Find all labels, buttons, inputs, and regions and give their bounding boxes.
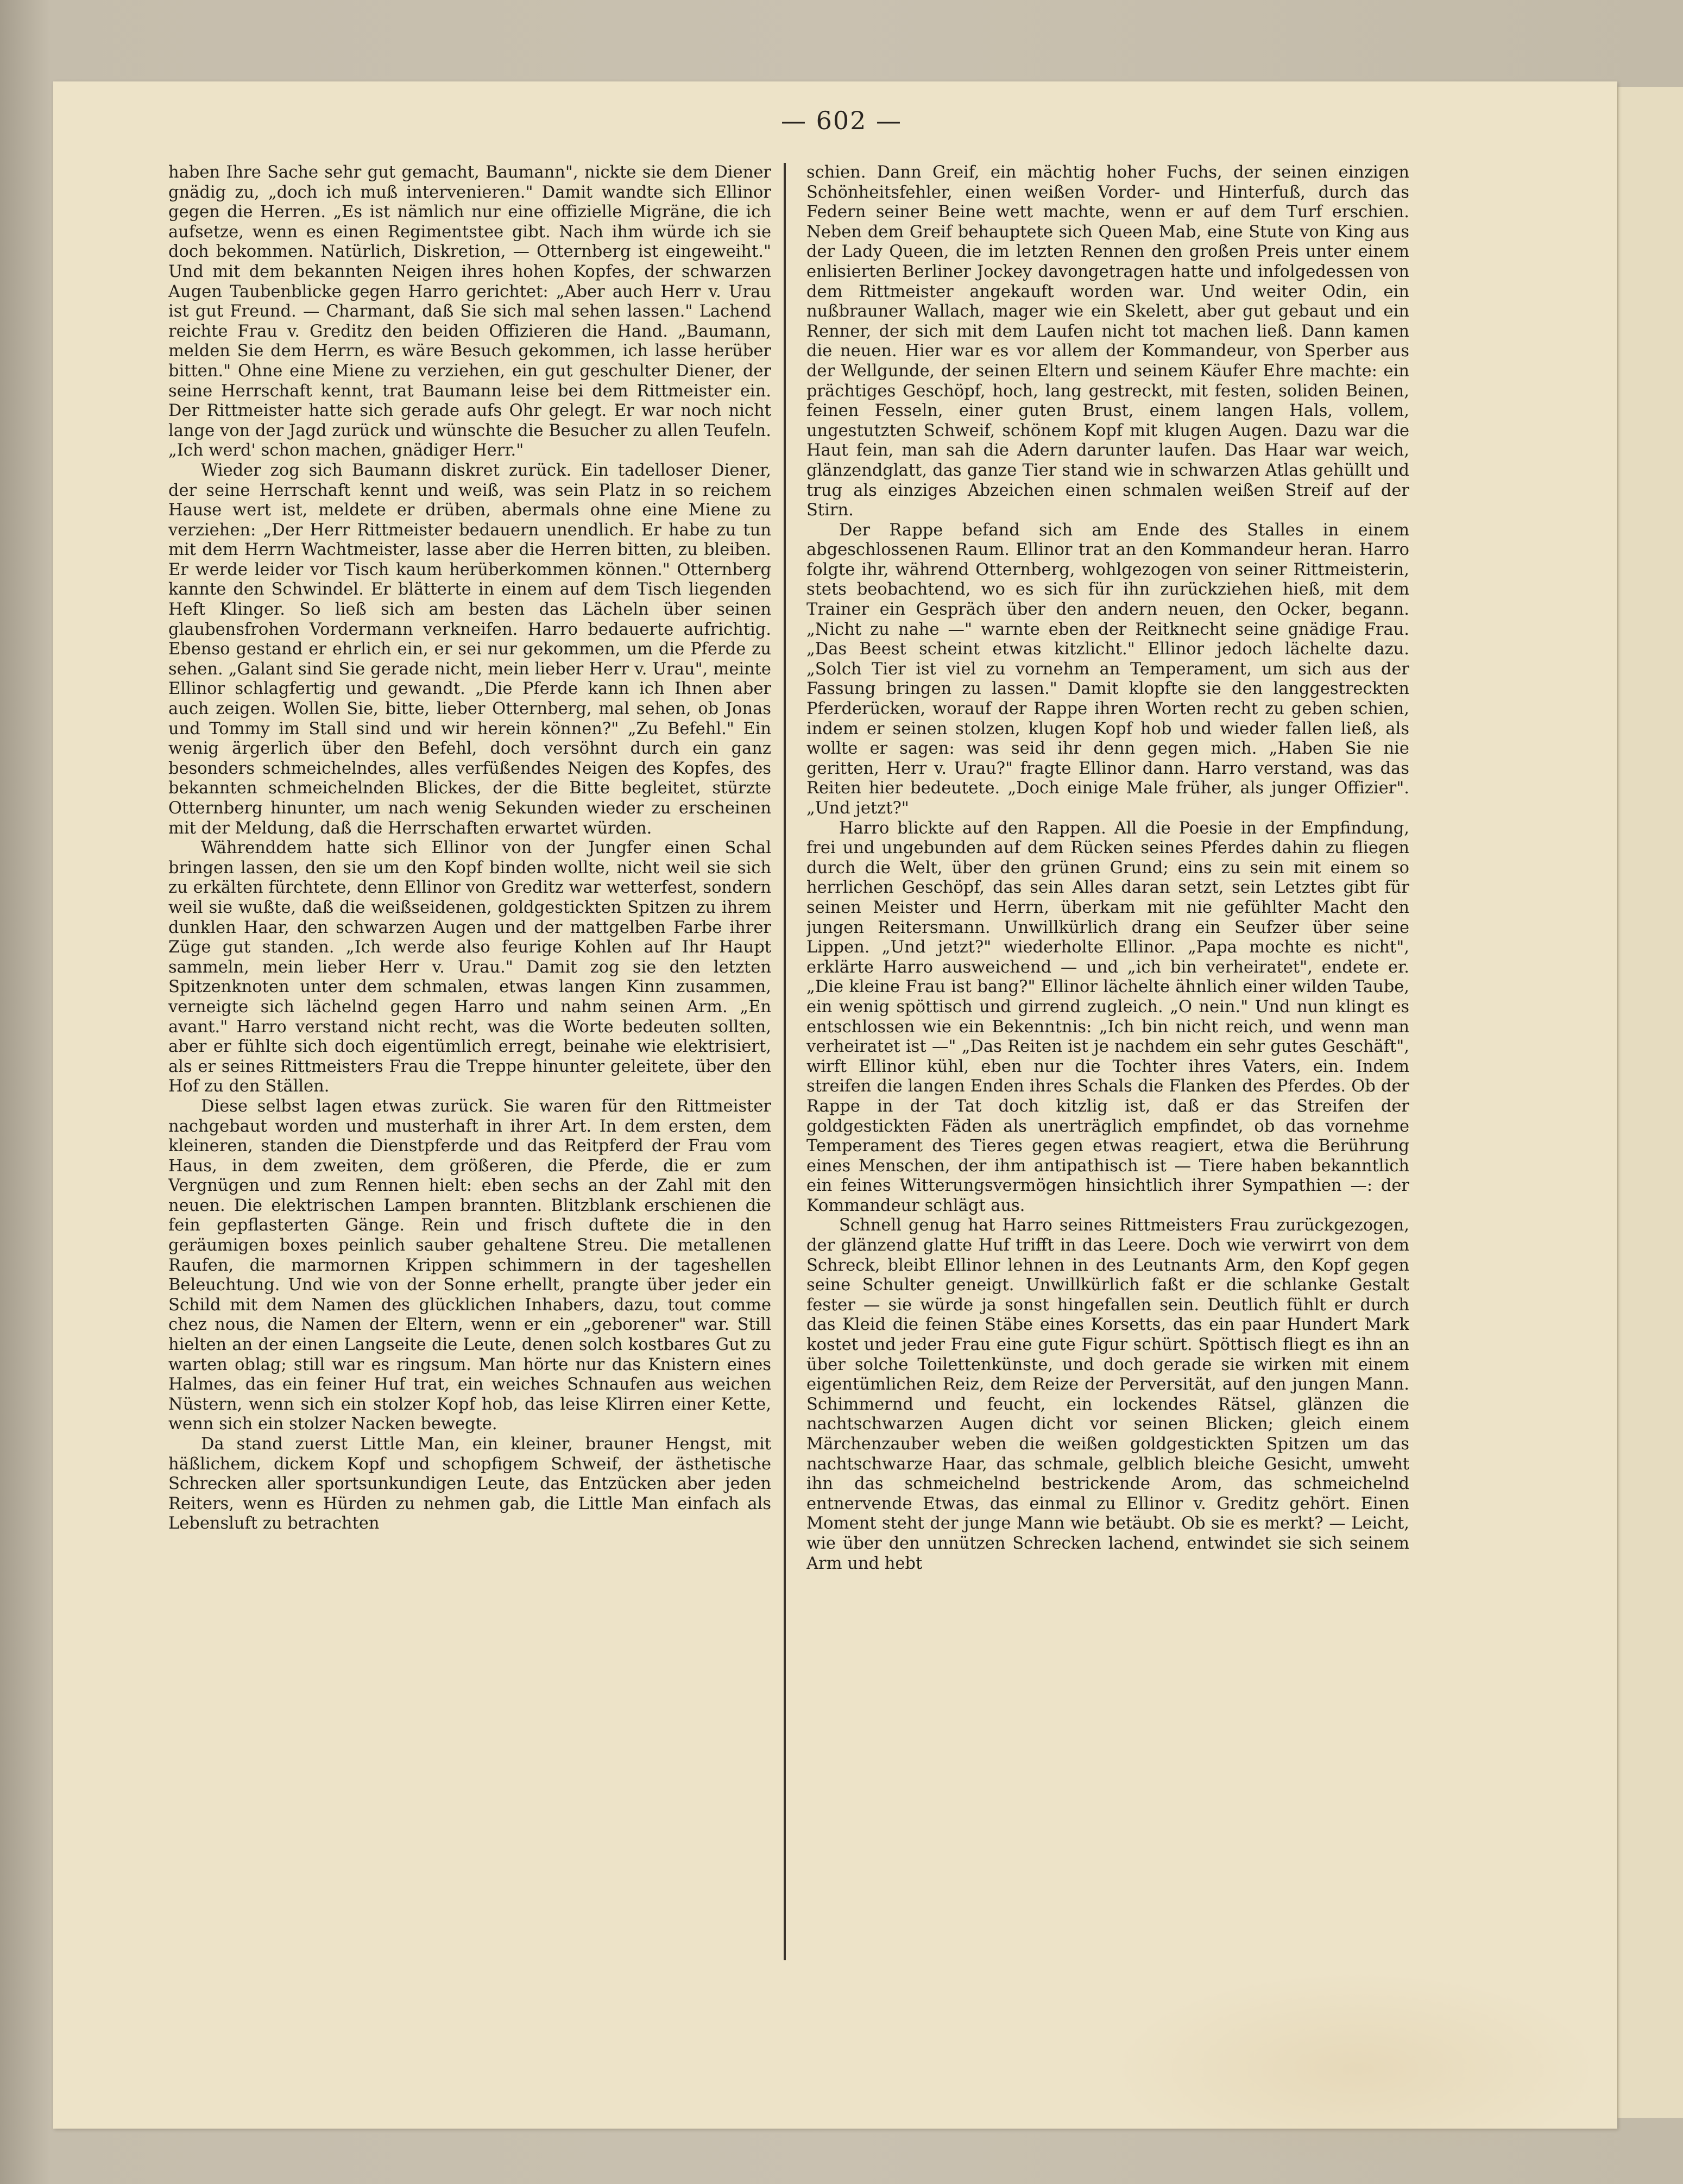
paragraph: schien. Dann Greif, ein mächtig hoher Fuchs, der seinen einzigen Schönheitsfehler, einen weißen Vorder- und Hinterfuß, durch das Federn seiner Beine wett machte, wenn er auf dem Turf erschien. Neben dem Greif behauptete sich Queen Mab, eine Stute von King aus der Lady Queen, die im letzten Rennen den großen Preis unter einem enlisierten Berliner Jockey davongetragen hatte und infolgedessen von dem Rittmeister angekauft worden war. Und weiter Odin, ein nußbrauner Wallach, mager wie ein Skelett, aber gut gebaut und ein Renner, der sich mit dem Laufen nicht tot machen ließ. Dann kamen die neuen. Hier war es vor allem der Kommandeur, von Sperber aus der Wellgunde, der seinen Eltern und seinem Käufer Ehre machte: ein prächtiges Geschöpf, hoch, lang gestreckt, mit festen, soliden Beinen, feinen Fesseln, einer guten Brust, einem langen Hals, vollem, ungestutzten Schweif, schönem Kopf mit klugen Augen. Dazu war die Haut fein, man sah die Adern darunter laufen. Das Haar war weich, glänzendglatt, das ganze Tier stand wie in schwarzen Atlas gehüllt und trug als einziges Abzeichen einen schmalen weißen Streif auf der Stirn. bbox=[806, 163, 1409, 520]
paper-stain bbox=[1112, 1971, 1601, 2167]
paragraph: haben Ihre Sache sehr gut gemacht, Baumann", nickte sie dem Diener gnädig zu, „doch ich muß intervenieren." Damit wandte sich Ellinor gegen die Herren. „Es ist nämlich nur eine offizielle Migräne, die ich aufsetze, wenn es einen Regimentstee gibt. Nach ihm würde ich sie doch bekommen. Natürlich, Diskretion, — Otternberg ist eingeweiht." Und mit dem bekannten Neigen ihres hohen Kopfes, der schwarzen Augen Taubenblicke gegen Harro gerichtet: „Aber auch Herr v. Urau ist gut Freund. — Charmant, daß Sie sich mal sehen lassen." Lachend reichte Frau v. Greditz den beiden Offizieren die Hand. „Baumann, melden Sie dem Herrn, es wäre Besuch gekommen, ich lasse herüber bitten." Ohne eine Miene zu verziehen, ein gut geschulter Diener, der seine Herrschaft kennt, trat Baumann leise bei dem Rittmeister ein. Der Rittmeister hatte sich gerade aufs Ohr gelegt. Er war noch nicht lange von der Jagd zurück und wünschte die Besucher zu allen Teufeln. „Ich werd' schon machen, gnädiger Herr." bbox=[168, 163, 771, 460]
text-column-left bbox=[168, 163, 771, 1960]
adjacent-page-edge bbox=[1617, 87, 1683, 2118]
paragraph: Harro blickte auf den Rappen. All die Poesie in der Empfindung, frei und ungebunden auf dem Rücken seines Pferdes dahin zu fliegen durch die Welt, über den grünen Grund; eins zu sein mit einem so herrlichen Geschöpf, das sein Alles daran setzt, sein Letztes gibt für seinen Meister und Herrn, überkam mit nie gefühlter Macht den jungen Reitersmann. Unwillkürlich drang ein Seufzer über seine Lippen. „Und jetzt?" wiederholte Ellinor. „Papa mochte es nicht", erklärte Harro ausweichend — und „ich bin verheiratet", endete er. „Die kleine Frau ist bang?" Ellinor lächelte ähnlich einer wilden Taube, ein wenig spöttisch und girrend zugleich. „O nein." Und nun klingt es entschlossen wie ein Bekenntnis: „Ich bin nicht reich, und wenn man verheiratet ist —" „Das Reiten ist je nachdem ein sehr gutes Geschäft", wirft Ellinor kühl, eben nur die Tochter ihres Vaters, ein. Indem streifen die langen Enden ihres Schals die Flanken des Pferdes. Ob der Rappe in der Tat doch kitzlig ist, daß er das Streifen der goldgestickten Fäden als unerträglich empfindet, ob das vornehme Temperament des Tieres gegen etwas reagiert, etwa die Berührung eines Menschen, der ihm antipathisch ist — Tiere haben bekanntlich ein feines Witterungsvermögen hinsichtlich ihrer Sympathien —: der Kommandeur schlägt aus. bbox=[806, 818, 1409, 1215]
paragraph: Da stand zuerst Little Man, ein kleiner, brauner Hengst, mit häßlichem, dickem Kopf und schopfigem Schweif, der ästhetische Schrecken aller sportsunkundigen Leute, das Entzücken aber jeden Reiters, wenn es Hürden zu nehmen gab, die Little Man einfach als Lebensluft zu betrachten bbox=[168, 1435, 771, 1533]
text-column-right bbox=[806, 163, 1409, 1960]
paragraph: Währenddem hatte sich Ellinor von der Jungfer einen Schal bringen lassen, den sie um den Kopf binden wollte, nicht weil sie sich zu erkälten fürchtete, denn Ellinor von Greditz war wetterfest, sondern weil sie wußte, daß die weißseidenen, goldgestickten Spitzen zu ihrem dunklen Haar, den schwarzen Augen und der mattgelben Farbe ihrer Züge gut standen. „Ich werde also feurige Kohlen auf Ihr Haupt sammeln, mein lieber Herr v. Urau." Damit zog sie den letzten Spitzenknoten unter dem schmalen, etwas langen Kinn zusammen, verneigte sich lächelnd gegen Harro und nahm seinen Arm. „En avant." Harro verstand nicht recht, was die Worte bedeuten sollten, aber er fühlte sich doch eigentümlich erregt, beinahe wie elektrisiert, als er seines Rittmeisters Frau die Treppe hinunter geleitete, über den Hof zu den Ställen. bbox=[168, 838, 771, 1096]
page-number: — 602 — bbox=[780, 106, 903, 135]
paragraph: Wieder zog sich Baumann diskret zurück. Ein tadelloser Diener, der seine Herrschaft kennt und weiß, was sein Platz in so reichem Hause wert ist, meldete er drüben, abermals ohne eine Miene zu verziehen: „Der Herr Rittmeister bedauern unendlich. Er habe zu tun mit dem Herrn Wachtmeister, lasse aber die Herren bitten, zu bleiben. Er werde leider vor Tisch kaum herüberkommen können." Otternberg kannte den Schwindel. Er blätterte in einem auf dem Tisch liegenden Heft Klinger. So ließ sich am besten das Lächeln über seinen glaubensfrohen Vordermann verkneifen. Harro bedauerte aufrichtig. Ebenso gestand er ehrlich ein, er sei nur gekommen, um die Pferde zu sehen. „Galant sind Sie gerade nicht, mein lieber Herr v. Urau", meinte Ellinor schlagfertig und gewandt. „Die Pferde kann ich Ihnen aber auch zeigen. Wollen Sie, bitte, lieber Otternberg, mal sehen, ob Jonas und Tommy im Stall sind und wir herein können?" „Zu Befehl." Ein wenig ärgerlich über den Befehl, doch versöhnt durch ein ganz besonders schmeichelndes, alles verfüßendes Neigen des Kopfes, des bekannten schmeichelnden Blickes, der die Bitte begleitet, stürzte Otternberg hinunter, um nach wenig Sekunden wieder zu erscheinen mit der Meldung, daß die Herrschaften erwartet würden. bbox=[168, 460, 771, 838]
paragraph: Der Rappe befand sich am Ende des Stalles in einem abgeschlossenen Raum. Ellinor trat an den Kommandeur heran. Harro folgte ihr, während Otternberg, wohlgezogen von seiner Rittmeisterin, stets beobachtend, wo es sich für ihn zurückziehen hieß, mit dem Trainer ein Gespräch über den andern neuen, den Ocker, begann. „Nicht zu nahe —" warnte eben der Reitknecht seine gnädige Frau. „Das Beest scheint etwas kitzlicht." Ellinor jedoch lächelte dazu. „Solch Tier ist viel zu vornehm an Temperament, um sich aus der Fassung bringen zu lassen." Damit klopfte sie den langgestreckten Pferderücken, worauf der Rappe ihren Worten recht zu geben schien, indem er seinen stolzen, klugen Kopf hob und wieder fallen ließ, als wollte er sagen: was seid ihr denn gegen mich. „Haben Sie nie geritten, Herr v. Urau?" fragte Ellinor dann. Harro verstand, was das Reiten hier bedeutete. „Doch einige Male früher, als junger Offizier". „Und jetzt?" bbox=[806, 520, 1409, 818]
column-divider bbox=[784, 163, 786, 1960]
paragraph: Diese selbst lagen etwas zurück. Sie waren für den Rittmeister nachgebaut worden und musterhaft in ihrer Art. In dem ersten, dem kleineren, standen die Dienstpferde und das Reitpferd der Frau vom Haus, in dem zweiten, dem größeren, die Pferde, die er zum Vergnügen und zum Rennen hielt: eben sechs an der Zahl mit den neuen. Die elektrischen Lampen brannten. Blitzblank erschienen die fein gepflasterten Gänge. Rein und frisch duftete die in den geräumigen boxes peinlich sauber gehaltene Streu. Die metallenen Raufen, die marmornen Krippen schimmern in der tageshellen Beleuchtung. Und wie von der Sonne erhellt, prangte über jeder ein Schild mit dem Namen des glücklichen Inhabers, dazu, tout comme chez nous, die Namen der Eltern, wenn er ein „geborener" war. Still hielten an der einen Langseite die Leute, denen solch kostbares Gut zu warten oblag; still war es ringsum. Man hörte nur das Knistern eines Halmes, das ein feiner Huf trat, ein weiches Schnaufen aus weichen Nüstern, wenn sich ein stolzer Kopf hob, das leise Klirren einer Kette, wenn sich ein stolzer Nacken bewegte. bbox=[168, 1096, 771, 1434]
paragraph: Schnell genug hat Harro seines Rittmeisters Frau zurückgezogen, der glänzend glatte Huf trifft in das Leere. Doch wie verwirrt von dem Schreck, bleibt Ellinor lehnen in des Leutnants Arm, den Kopf gegen seine Schulter geneigt. Unwillkürlich faßt er die schlanke Gestalt fester — sie würde ja sonst hingefallen sein. Deutlich fühlt er durch das Kleid die feinen Stäbe eines Korsetts, das ein paar Hundert Mark kostet und jeder Frau eine gute Figur schürt. Spöttisch fliegt es ihn an über solche Toilettenkünste, und doch gerade sie wirken mit einem eigentümlichen Reiz, dem Reize der Perversität, auf den jungen Mann. Schimmernd und feucht, ein lockendes Rätsel, glänzen die nachtschwarzen Augen dicht vor seinen Blicken; gleich einem Märchenzauber weben die weißen goldgestickten Spitzen um das nachtschwarze Haar, das schmale, gelblich bleiche Gesicht, umweht ihn das schmeichelnd bestrickende Arom, das schmeichelnd entnervende Etwas, das einmal zu Ellinor v. Greditz gehört. Einen Moment steht der junge Mann wie betäubt. Ob sie es merkt? — Leicht, wie über den unnützen Schrecken lachend, entwindet sie sich seinem Arm und hebt bbox=[806, 1216, 1409, 1573]
